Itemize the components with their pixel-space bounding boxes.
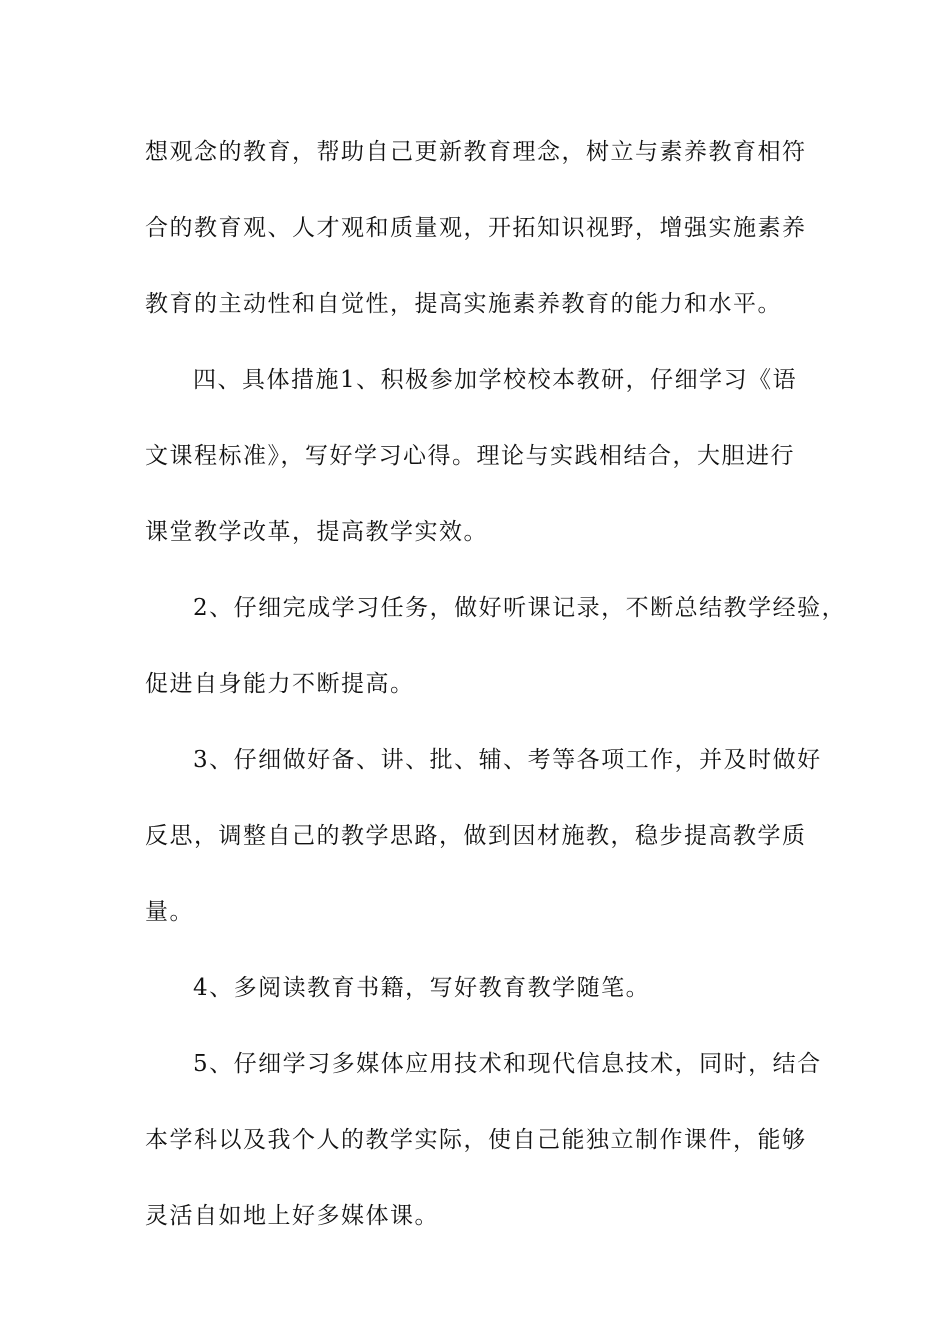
text-line: 合的教育观、人才观和质量观，开拓知识视野，增强实施素养 — [145, 215, 807, 241]
text-line: 量。 — [145, 899, 194, 925]
text-line: 4、多阅读教育书籍，写好教育教学随笔。 — [193, 975, 651, 1001]
text-line: 反思，调整自己的教学思路，做到因材施教，稳步提高教学质 — [145, 823, 807, 849]
text-line: 2、仔细完成学习任务，做好听课记录，不断总结教学经验， — [193, 595, 847, 621]
text-line: 5、仔细学习多媒体应用技术和现代信息技术，同时，结合 — [193, 1051, 822, 1077]
text-line: 想观念的教育，帮助自己更新教育理念，树立与素养教育相符 — [145, 139, 807, 165]
text-line: 促进自身能力不断提高。 — [145, 671, 415, 697]
text-line: 教育的主动性和自觉性，提高实施素养教育的能力和水平。 — [145, 291, 782, 317]
text-line: 文课程标准》，写好学习心得。理论与实践相结合，大胆进行 — [145, 443, 795, 469]
text-line: 3、仔细做好备、讲、批、辅、考等各项工作，并及时做好 — [193, 747, 822, 773]
text-line: 课堂教学改革，提高教学实效。 — [145, 519, 488, 545]
text-line: 灵活自如地上好多媒体课。 — [145, 1203, 439, 1229]
text-line: 本学科以及我个人的教学实际，使自己能独立制作课件，能够 — [145, 1127, 807, 1153]
text-line: 四、具体措施1、积极参加学校校本教研，仔细学习《语 — [193, 367, 798, 393]
